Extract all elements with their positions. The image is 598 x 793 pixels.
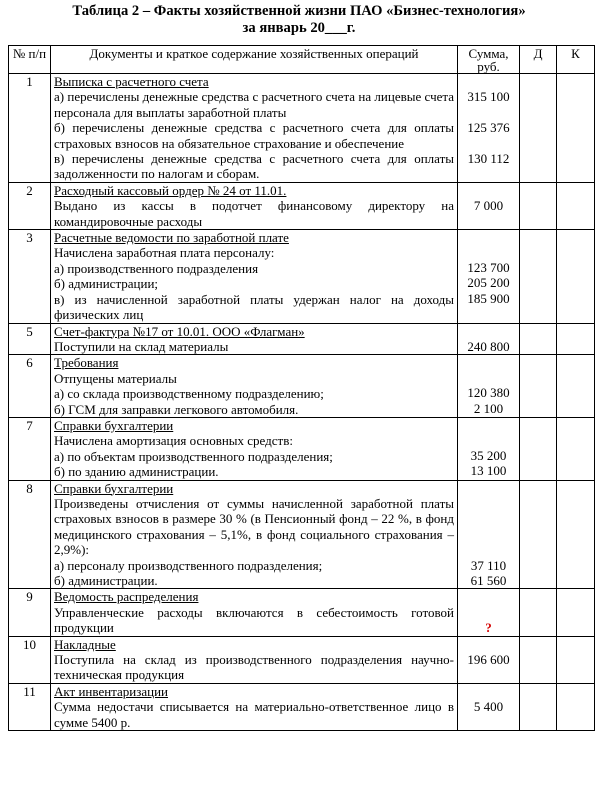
header-row	[9, 46, 595, 74]
row-number: 6	[9, 355, 51, 418]
document-title: Справки бухгалтерии	[54, 480, 174, 496]
row-debit	[520, 74, 557, 183]
table-title	[0, 3, 598, 37]
sum-value: 5 400	[473, 698, 504, 714]
operation-text: б) администрации.	[54, 573, 158, 588]
row-document	[51, 323, 458, 355]
header-sum: Сумма, руб.	[458, 46, 520, 74]
row-sum	[458, 636, 520, 683]
row-credit	[557, 323, 595, 355]
facts-table	[8, 45, 595, 731]
table-body	[9, 74, 595, 731]
row-number: 5	[9, 323, 51, 355]
row-credit	[557, 683, 595, 730]
operation-text: Поступили на склад материалы	[54, 338, 229, 354]
row-debit	[520, 355, 557, 418]
row-sum	[458, 74, 520, 183]
row-document	[51, 683, 458, 730]
row-sum	[458, 417, 520, 480]
sum-value: 123 700	[467, 260, 510, 276]
document-title: Справки бухгалтерии	[54, 417, 174, 433]
row-document	[51, 636, 458, 683]
row-credit	[557, 636, 595, 683]
document-title: Накладные	[54, 636, 116, 652]
operation-text: а) перечислены денежные средства с расчетного счета на лицевые счета персонала для выплаты заработной платы	[54, 89, 454, 120]
row-debit	[520, 636, 557, 683]
row-credit	[557, 417, 595, 480]
sum-value: 205 200	[467, 275, 510, 291]
document-title: Акт инвентаризации	[54, 683, 169, 699]
table-row	[9, 355, 595, 418]
sum-value: 315 100	[467, 89, 510, 104]
sum-value: 13 100	[470, 463, 507, 479]
table-row	[9, 480, 595, 589]
header-doc: Документы и краткое содержание хозяйственных операций	[51, 46, 458, 74]
row-number: 8	[9, 480, 51, 589]
operation-text: в) перечислены денежные средства с расчетного счета для оплаты задолженности по налогам и сборам.	[54, 151, 454, 182]
operation-text: б) по зданию администрации.	[54, 464, 219, 480]
document-intro: Начислена заработная плата персоналу:	[54, 245, 275, 261]
table-row	[9, 636, 595, 683]
document-title: Счет-фактура №17 от 10.01. ООО «Флагман»	[54, 323, 305, 339]
unknown-sum-mark: ?	[485, 620, 492, 635]
row-credit	[557, 355, 595, 418]
row-number: 7	[9, 417, 51, 480]
operation-text: Управленческие расходы включаются в себестоимость готовой продукции	[54, 604, 454, 636]
table-row	[9, 589, 595, 636]
operation-text: Поступила на склад из производственного подразделения научно-техническая продукция	[54, 652, 454, 683]
document-title: Расходный кассовый ордер № 24 от 11.01.	[54, 182, 287, 198]
header-debit: Д	[520, 46, 557, 74]
sum-value: 7 000	[473, 197, 504, 213]
row-credit	[557, 74, 595, 183]
row-sum	[458, 355, 520, 418]
table-row	[9, 323, 595, 355]
operation-text: в) из начисленной заработной платы удержан налог на доходы физических лиц	[54, 291, 454, 323]
sum-value: 130 112	[467, 151, 510, 166]
row-credit	[557, 230, 595, 323]
operation-text: б) администрации;	[54, 276, 159, 292]
operation-text: б) перечислены денежные средства с расчетного счета для оплаты страховых взносов на обязательное страхование и обеспечение	[54, 120, 454, 151]
row-number: 10	[9, 636, 51, 683]
header-credit: К	[557, 46, 595, 74]
row-sum	[458, 182, 520, 229]
row-credit	[557, 182, 595, 229]
document-title: Требования	[54, 355, 119, 371]
row-document	[51, 589, 458, 636]
sum-value: 2 100	[473, 400, 504, 416]
row-sum	[458, 323, 520, 355]
row-debit	[520, 417, 557, 480]
table-row	[9, 683, 595, 730]
sum-value: 240 800	[467, 338, 510, 354]
document-intro: Отпущены материалы	[54, 370, 177, 386]
row-number: 3	[9, 230, 51, 323]
document-intro: Начислена амортизация основных средств:	[54, 433, 293, 449]
sum-value: 196 600	[467, 651, 510, 667]
sum-value: 61 560	[470, 572, 507, 588]
document-title: Ведомость распределения	[54, 589, 199, 605]
row-document	[51, 355, 458, 418]
row-sum	[458, 480, 520, 589]
operation-text: б) ГСМ для заправки легкового автомобиля.	[54, 401, 299, 417]
row-number: 1	[9, 74, 51, 183]
operation-text: а) по объектам производственного подразделения;	[54, 448, 333, 464]
operation-text: Выдано из кассы в подотчет финансовому директору на командировочные расходы	[54, 198, 454, 229]
row-document	[51, 182, 458, 229]
title-line-1: Таблица 2 – Факты хозяйственной жизни ПАО «Бизнес-технология»	[72, 3, 526, 19]
row-sum	[458, 230, 520, 323]
row-number: 11	[9, 683, 51, 730]
header-num: № п/п	[9, 46, 51, 74]
document-title: Расчетные ведомости по заработной плате	[54, 230, 289, 246]
row-debit	[520, 480, 557, 589]
row-credit	[557, 480, 595, 589]
document-title: Выписка с расчетного счета	[54, 74, 209, 89]
row-sum	[458, 589, 520, 636]
row-debit	[520, 230, 557, 323]
sum-value: 37 110	[470, 557, 507, 573]
operation-text: а) со склада производственному подразделению;	[54, 386, 324, 402]
operation-text: Сумма недостачи списывается на материально-ответственное лицо в сумме 5400 р.	[54, 699, 454, 730]
operation-text: а) производственного подразделения	[54, 260, 259, 276]
row-credit	[557, 589, 595, 636]
table-row	[9, 230, 595, 323]
row-document	[51, 230, 458, 323]
row-number: 2	[9, 182, 51, 229]
row-document	[51, 74, 458, 183]
row-debit	[520, 323, 557, 355]
operation-text: а) персоналу производственного подразделения;	[54, 557, 323, 573]
sum-value: 185 900	[467, 290, 510, 306]
sum-value: 125 376	[467, 120, 510, 135]
row-debit	[520, 589, 557, 636]
document-intro: Произведены отчисления от суммы начисленной заработной платы страховых взносов в размере 30 % (в Пенсионный фонд – 22 %, в фонд медицинского страхования – 5,1%, в фонд социального страхования – 2,9%):	[54, 495, 454, 558]
row-sum	[458, 683, 520, 730]
sum-value: 120 380	[467, 385, 510, 401]
sum-value: 35 200	[470, 447, 507, 463]
table-row	[9, 74, 595, 183]
row-document	[51, 417, 458, 480]
table-row	[9, 182, 595, 229]
row-debit	[520, 683, 557, 730]
title-line-2: за январь 20___г.	[242, 20, 356, 36]
row-number: 9	[9, 589, 51, 636]
row-debit	[520, 182, 557, 229]
table-row	[9, 417, 595, 480]
row-document	[51, 480, 458, 589]
